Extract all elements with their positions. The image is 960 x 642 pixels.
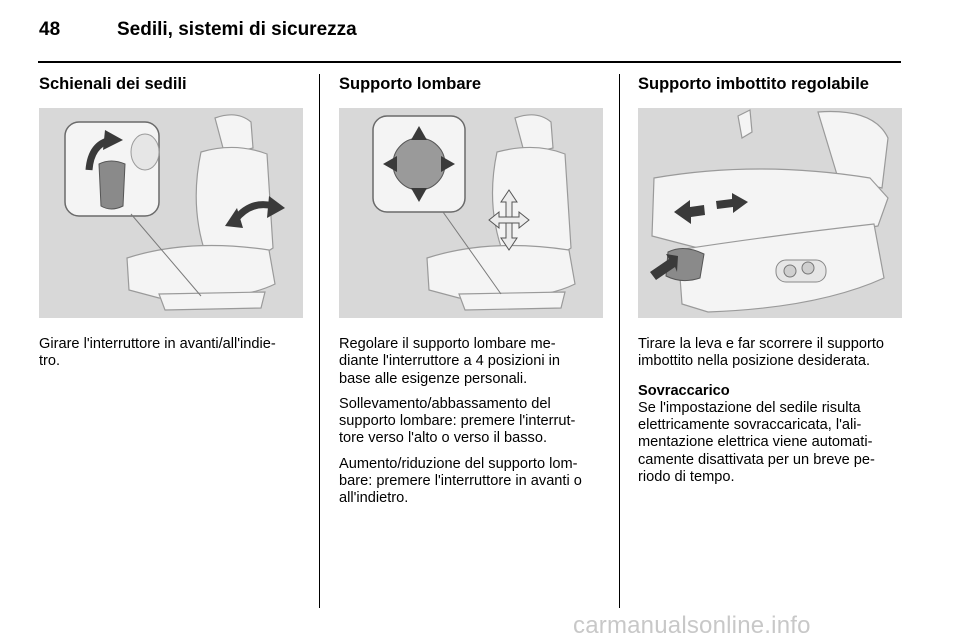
section-heading-lumbar: Supporto lombare	[339, 75, 482, 93]
column-divider-2	[619, 74, 620, 608]
figure-backrest-switch	[39, 108, 303, 318]
header-rule	[38, 61, 901, 63]
column-cushion-support	[638, 74, 869, 94]
text-cushion	[638, 336, 910, 494]
subheading-overload: Sovraccarico	[638, 382, 730, 399]
paragraph: Tirare la leva e far scorrere il supporto imbottito nella posizione desiderata.	[638, 336, 885, 370]
figure-cushion-lever	[638, 108, 902, 318]
figure-lumbar-switch	[339, 108, 603, 318]
paragraph: Regolare il supporto lombare me- diante l'interruttore a 4 posizioni in base alle esigenze personali.	[339, 336, 561, 387]
watermark: carmanualsonline.info	[573, 612, 811, 639]
section-heading-backrest: Schienali dei sedili	[39, 75, 187, 93]
column-seat-backrest	[39, 74, 187, 94]
section-heading-cushion: Supporto imbottito regolabile	[638, 75, 869, 93]
paragraph: Girare l'interruttore in avanti/all'indie- tro.	[39, 336, 276, 370]
page-title: Sedili, sistemi di sicurezza	[117, 19, 357, 40]
paragraph: Se l'impostazione del sedile risulta elettricamente sovraccaricata, l'ali- mentazione elettrica viene automati- camente disattivata per un breve pe- riodo di tempo.	[638, 399, 875, 486]
column-divider-1	[319, 74, 320, 608]
paragraph: Aumento/riduzione del supporto lom- bare: premere l'interruttore in avanti o all'indietro.	[339, 455, 582, 507]
text-backrest	[39, 336, 307, 379]
paragraph: Sollevamento/abbassamento del supporto lombare: premere l'interrut- tore verso l'alto o verso il basso.	[339, 395, 576, 447]
text-lumbar	[339, 336, 607, 516]
column-lumbar-support	[339, 74, 481, 94]
page-number: 48	[39, 19, 61, 40]
